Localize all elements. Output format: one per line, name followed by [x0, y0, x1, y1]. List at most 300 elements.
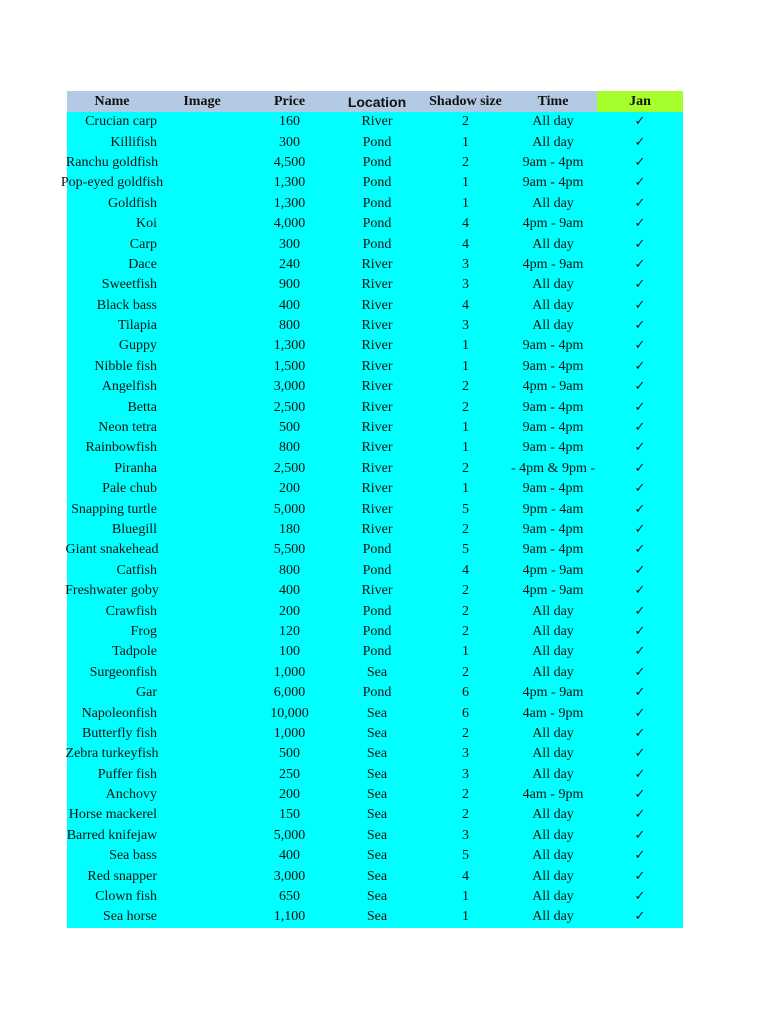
cell-jan-check[interactable]: ✓: [597, 479, 683, 499]
cell-shadow-size[interactable]: 1: [422, 173, 509, 193]
cell-image[interactable]: [157, 153, 247, 173]
cell-name[interactable]: [67, 132, 157, 152]
cell-time[interactable]: All day: [509, 846, 597, 866]
cell-image[interactable]: [157, 581, 247, 601]
cell-shadow-size[interactable]: 5: [422, 499, 509, 519]
cell-name[interactable]: [67, 479, 157, 499]
cell-price[interactable]: 500: [247, 744, 332, 764]
cell-shadow-size[interactable]: 1: [422, 438, 509, 458]
cell-image[interactable]: [157, 459, 247, 479]
cell-image[interactable]: [157, 418, 247, 438]
cell-name[interactable]: [67, 683, 157, 703]
cell-time[interactable]: - 4pm & 9pm -: [509, 459, 597, 479]
cell-time[interactable]: 4pm - 9am: [509, 561, 597, 581]
cell-image[interactable]: [157, 703, 247, 723]
cell-image[interactable]: [157, 540, 247, 560]
cell-price[interactable]: 120: [247, 622, 332, 642]
cell-shadow-size[interactable]: 4: [422, 866, 509, 886]
header-shadow-size[interactable]: Shadow size: [422, 91, 509, 112]
cell-jan-check[interactable]: ✓: [597, 703, 683, 723]
cell-location[interactable]: River: [332, 316, 422, 336]
cell-shadow-size[interactable]: 1: [422, 336, 509, 356]
cell-jan-check[interactable]: ✓: [597, 234, 683, 254]
cell-shadow-size[interactable]: 4: [422, 214, 509, 234]
cell-image[interactable]: [157, 805, 247, 825]
cell-image[interactable]: [157, 316, 247, 336]
cell-price[interactable]: 1,000: [247, 724, 332, 744]
cell-price[interactable]: 240: [247, 255, 332, 275]
cell-location[interactable]: Pond: [332, 561, 422, 581]
cell-time[interactable]: 9am - 4pm: [509, 540, 597, 560]
cell-name[interactable]: [67, 520, 157, 540]
cell-shadow-size[interactable]: 1: [422, 642, 509, 662]
header-jan[interactable]: Jan: [597, 91, 683, 112]
cell-jan-check[interactable]: ✓: [597, 683, 683, 703]
cell-jan-check[interactable]: ✓: [597, 499, 683, 519]
cell-name[interactable]: [60, 173, 164, 193]
cell-shadow-size[interactable]: 5: [422, 846, 509, 866]
cell-time[interactable]: 9am - 4pm: [509, 520, 597, 540]
cell-time[interactable]: All day: [509, 132, 597, 152]
cell-shadow-size[interactable]: 3: [422, 275, 509, 295]
cell-jan-check[interactable]: ✓: [597, 540, 683, 560]
cell-price[interactable]: 200: [247, 479, 332, 499]
cell-shadow-size[interactable]: 2: [422, 805, 509, 825]
cell-location[interactable]: River: [332, 275, 422, 295]
cell-jan-check[interactable]: ✓: [597, 377, 683, 397]
cell-price[interactable]: 400: [247, 581, 332, 601]
cell-name-text: Snapping turtle: [71, 501, 157, 517]
cell-price[interactable]: 300: [247, 234, 332, 254]
cell-name[interactable]: [67, 357, 157, 377]
cell-time[interactable]: 4pm - 9am: [509, 255, 597, 275]
cell-name[interactable]: [67, 397, 157, 417]
cell-jan-check[interactable]: ✓: [597, 214, 683, 234]
cell-location[interactable]: Sea: [332, 744, 422, 764]
cell-image[interactable]: [157, 520, 247, 540]
cell-location[interactable]: Pond: [332, 540, 422, 560]
cell-location[interactable]: Sea: [332, 805, 422, 825]
cell-location[interactable]: River: [332, 255, 422, 275]
cell-price[interactable]: 250: [247, 765, 332, 785]
cell-location[interactable]: River: [332, 418, 422, 438]
cell-image[interactable]: [157, 826, 247, 846]
cell-name[interactable]: [67, 540, 157, 560]
cell-name[interactable]: [67, 846, 157, 866]
cell-name[interactable]: [67, 826, 157, 846]
cell-name[interactable]: [67, 785, 157, 805]
cell-shadow-size[interactable]: 1: [422, 132, 509, 152]
cell-name-text: Frog: [130, 623, 157, 639]
cell-image[interactable]: [157, 194, 247, 214]
cell-image[interactable]: [157, 561, 247, 581]
cell-jan-check[interactable]: ✓: [597, 601, 683, 621]
cell-shadow-size[interactable]: 2: [422, 153, 509, 173]
cell-name[interactable]: [67, 336, 157, 356]
header-location[interactable]: Location: [332, 91, 422, 112]
cell-shadow-size[interactable]: 1: [422, 907, 509, 927]
cell-shadow-size[interactable]: 2: [422, 601, 509, 621]
cell-name-wrap: [67, 785, 157, 805]
cell-price[interactable]: 400: [247, 846, 332, 866]
cell-name[interactable]: [67, 194, 157, 214]
cell-image[interactable]: [157, 499, 247, 519]
cell-name[interactable]: [67, 275, 157, 295]
cell-price[interactable]: 3,000: [247, 377, 332, 397]
cell-shadow-size[interactable]: 4: [422, 234, 509, 254]
cell-location[interactable]: Pond: [332, 173, 422, 193]
cell-price[interactable]: 5,500: [247, 540, 332, 560]
cell-location[interactable]: River: [332, 459, 422, 479]
cell-name[interactable]: [67, 296, 157, 316]
cell-time[interactable]: 4pm - 9am: [509, 214, 597, 234]
cell-time[interactable]: All day: [509, 663, 597, 683]
cell-location[interactable]: Sea: [332, 663, 422, 683]
cell-price[interactable]: 180: [247, 520, 332, 540]
cell-shadow-size[interactable]: 1: [422, 418, 509, 438]
cell-location[interactable]: Sea: [332, 785, 422, 805]
cell-jan-check[interactable]: ✓: [597, 255, 683, 275]
cell-location[interactable]: Sea: [332, 866, 422, 886]
cell-price[interactable]: 900: [247, 275, 332, 295]
cell-price[interactable]: 500: [247, 418, 332, 438]
cell-name[interactable]: [67, 744, 157, 764]
cell-jan-check[interactable]: ✓: [597, 724, 683, 744]
cell-price[interactable]: 400: [247, 296, 332, 316]
cell-price[interactable]: 5,000: [247, 826, 332, 846]
cell-location[interactable]: River: [332, 397, 422, 417]
cell-price[interactable]: 1,300: [247, 173, 332, 193]
cell-name[interactable]: [67, 459, 157, 479]
cell-shadow-size[interactable]: 3: [422, 744, 509, 764]
cell-name-wrap: [67, 907, 157, 927]
cell-time[interactable]: All day: [509, 866, 597, 886]
cell-location[interactable]: Sea: [332, 765, 422, 785]
cell-image[interactable]: [157, 642, 247, 662]
cell-jan-check[interactable]: ✓: [597, 826, 683, 846]
cell-shadow-size[interactable]: 3: [422, 316, 509, 336]
cell-shadow-size[interactable]: 6: [422, 703, 509, 723]
cell-shadow-size[interactable]: 1: [422, 887, 509, 907]
cell-name-wrap: [67, 275, 157, 295]
cell-image[interactable]: [157, 173, 247, 193]
cell-time[interactable]: 9am - 4pm: [509, 336, 597, 356]
cell-price[interactable]: 100: [247, 642, 332, 662]
cell-time[interactable]: 9am - 4pm: [509, 153, 597, 173]
cell-jan-check[interactable]: ✓: [597, 418, 683, 438]
cell-time[interactable]: All day: [509, 724, 597, 744]
cell-name[interactable]: [67, 499, 157, 519]
cell-name[interactable]: [67, 601, 157, 621]
cell-name-text: Clown fish: [95, 889, 157, 905]
cell-name[interactable]: [67, 663, 157, 683]
cell-jan-check[interactable]: ✓: [597, 397, 683, 417]
cell-image[interactable]: [157, 887, 247, 907]
cell-jan-check[interactable]: ✓: [597, 275, 683, 295]
cell-jan-check[interactable]: ✓: [597, 785, 683, 805]
cell-name[interactable]: [67, 438, 157, 458]
cell-time[interactable]: 9am - 4pm: [509, 479, 597, 499]
cell-time[interactable]: 4pm - 9am: [509, 683, 597, 703]
cell-name[interactable]: [67, 622, 157, 642]
cell-price[interactable]: 4,500: [247, 153, 332, 173]
cell-time[interactable]: All day: [509, 765, 597, 785]
cell-jan-check[interactable]: ✓: [597, 907, 683, 927]
cell-name[interactable]: [67, 907, 157, 927]
cell-image[interactable]: [157, 214, 247, 234]
cell-jan-check[interactable]: ✓: [597, 173, 683, 193]
cell-price[interactable]: 150: [247, 805, 332, 825]
cell-location[interactable]: Sea: [332, 826, 422, 846]
cell-image[interactable]: [157, 724, 247, 744]
cell-name-wrap: [67, 438, 157, 458]
cell-price[interactable]: 5,000: [247, 499, 332, 519]
cell-name[interactable]: [67, 703, 157, 723]
cell-location[interactable]: Pond: [332, 153, 422, 173]
header-name[interactable]: Name: [67, 91, 157, 112]
cell-time[interactable]: 4am - 9pm: [509, 703, 597, 723]
cell-name[interactable]: [67, 724, 157, 744]
cell-price[interactable]: 1,500: [247, 357, 332, 377]
cell-jan-check[interactable]: ✓: [597, 581, 683, 601]
cell-location[interactable]: River: [332, 520, 422, 540]
cell-time[interactable]: All day: [509, 887, 597, 907]
cell-location[interactable]: River: [332, 499, 422, 519]
cell-name-text: Piranha: [114, 460, 157, 476]
cell-location[interactable]: Pond: [332, 601, 422, 621]
cell-jan-check[interactable]: ✓: [597, 459, 683, 479]
cell-location[interactable]: River: [332, 377, 422, 397]
cell-price[interactable]: 1,300: [247, 194, 332, 214]
cell-shadow-size[interactable]: 1: [422, 194, 509, 214]
cell-location[interactable]: River: [332, 357, 422, 377]
cell-image[interactable]: [157, 397, 247, 417]
cell-image[interactable]: [157, 907, 247, 927]
cell-shadow-size[interactable]: 2: [422, 785, 509, 805]
cell-location[interactable]: River: [332, 296, 422, 316]
cell-price[interactable]: 4,000: [247, 214, 332, 234]
cell-time[interactable]: All day: [509, 907, 597, 927]
cell-price[interactable]: 6,000: [247, 683, 332, 703]
cell-time[interactable]: All day: [509, 112, 597, 132]
cell-image[interactable]: [157, 357, 247, 377]
cell-shadow-size[interactable]: 5: [422, 540, 509, 560]
cell-time[interactable]: 9pm - 4am: [509, 499, 597, 519]
cell-image[interactable]: [157, 765, 247, 785]
cell-price[interactable]: 800: [247, 438, 332, 458]
cell-location[interactable]: Pond: [332, 622, 422, 642]
cell-location[interactable]: Pond: [332, 214, 422, 234]
cell-shadow-size[interactable]: 2: [422, 397, 509, 417]
cell-price[interactable]: 10,000: [247, 703, 332, 723]
cell-shadow-size[interactable]: 6: [422, 683, 509, 703]
cell-image[interactable]: [157, 438, 247, 458]
cell-time[interactable]: All day: [509, 826, 597, 846]
cell-price[interactable]: 2,500: [247, 459, 332, 479]
cell-time[interactable]: All day: [509, 296, 597, 316]
cell-jan-check[interactable]: ✓: [597, 112, 683, 132]
cell-name[interactable]: [67, 255, 157, 275]
cell-jan-check[interactable]: ✓: [597, 887, 683, 907]
cell-shadow-size[interactable]: 3: [422, 255, 509, 275]
cell-time[interactable]: 9am - 4pm: [509, 357, 597, 377]
cell-name[interactable]: [67, 642, 157, 662]
cell-name[interactable]: [67, 112, 157, 132]
cell-time[interactable]: All day: [509, 601, 597, 621]
cell-name-text: Bluegill: [111, 522, 157, 537]
cell-time[interactable]: 9am - 4pm: [509, 418, 597, 438]
cell-price[interactable]: 800: [247, 561, 332, 581]
header-image[interactable]: Image: [157, 91, 247, 112]
cell-shadow-size[interactable]: 2: [422, 459, 509, 479]
cell-location[interactable]: Sea: [332, 724, 422, 744]
cell-jan-check[interactable]: ✓: [597, 846, 683, 866]
cell-name[interactable]: [67, 887, 157, 907]
cell-image[interactable]: [157, 234, 247, 254]
cell-image[interactable]: [157, 663, 247, 683]
cell-time[interactable]: All day: [509, 316, 597, 336]
cell-time[interactable]: 9am - 4pm: [509, 438, 597, 458]
cell-location[interactable]: Pond: [332, 642, 422, 662]
cell-location[interactable]: River: [332, 581, 422, 601]
cell-name[interactable]: [67, 866, 157, 886]
cell-shadow-size[interactable]: 2: [422, 581, 509, 601]
cell-jan-check[interactable]: ✓: [597, 622, 683, 642]
cell-price[interactable]: 1,000: [247, 663, 332, 683]
cell-jan-check[interactable]: ✓: [597, 765, 683, 785]
cell-price[interactable]: 300: [247, 132, 332, 152]
cell-location[interactable]: River: [332, 112, 422, 132]
cell-image[interactable]: [157, 377, 247, 397]
header-price[interactable]: Price: [247, 91, 332, 112]
cell-time[interactable]: All day: [509, 194, 597, 214]
cell-time[interactable]: All day: [509, 805, 597, 825]
cell-price[interactable]: 200: [247, 785, 332, 805]
cell-location[interactable]: River: [332, 479, 422, 499]
cell-jan-check[interactable]: ✓: [597, 296, 683, 316]
cell-location[interactable]: Sea: [332, 887, 422, 907]
cell-location[interactable]: Pond: [332, 194, 422, 214]
cell-jan-check[interactable]: ✓: [597, 438, 683, 458]
cell-shadow-size[interactable]: 2: [422, 377, 509, 397]
cell-image[interactable]: [157, 112, 247, 132]
cell-image[interactable]: [157, 622, 247, 642]
cell-image[interactable]: [157, 785, 247, 805]
cell-price[interactable]: 650: [247, 887, 332, 907]
cell-shadow-size[interactable]: 2: [422, 622, 509, 642]
cell-image[interactable]: [157, 255, 247, 275]
cell-jan-check[interactable]: ✓: [597, 336, 683, 356]
cell-name[interactable]: [67, 214, 157, 234]
cell-location[interactable]: River: [332, 336, 422, 356]
cell-price[interactable]: 200: [247, 601, 332, 621]
cell-shadow-size[interactable]: 1: [422, 479, 509, 499]
cell-shadow-size[interactable]: 2: [422, 663, 509, 683]
cell-image[interactable]: [157, 479, 247, 499]
cell-time[interactable]: 4pm - 9am: [509, 377, 597, 397]
cell-jan-check[interactable]: ✓: [597, 866, 683, 886]
cell-image[interactable]: [157, 336, 247, 356]
cell-image[interactable]: [157, 744, 247, 764]
cell-shadow-size[interactable]: 2: [422, 520, 509, 540]
cell-jan-check[interactable]: ✓: [597, 642, 683, 662]
cell-name[interactable]: [67, 153, 157, 173]
cell-time[interactable]: 9am - 4pm: [509, 173, 597, 193]
cell-image[interactable]: [157, 683, 247, 703]
cell-price[interactable]: 3,000: [247, 866, 332, 886]
cell-price[interactable]: 1,100: [247, 907, 332, 927]
cell-image[interactable]: [157, 866, 247, 886]
cell-shadow-size[interactable]: 4: [422, 561, 509, 581]
cell-name[interactable]: [67, 377, 157, 397]
cell-shadow-size[interactable]: 2: [422, 724, 509, 744]
cell-jan-check[interactable]: ✓: [597, 357, 683, 377]
cell-location[interactable]: Sea: [332, 846, 422, 866]
cell-shadow-size[interactable]: 2: [422, 112, 509, 132]
cell-time[interactable]: All day: [509, 234, 597, 254]
cell-time[interactable]: 9am - 4pm: [509, 397, 597, 417]
cell-image[interactable]: [157, 296, 247, 316]
cell-jan-check[interactable]: ✓: [597, 744, 683, 764]
cell-jan-check[interactable]: ✓: [597, 663, 683, 683]
cell-name[interactable]: [67, 561, 157, 581]
cell-jan-check[interactable]: ✓: [597, 561, 683, 581]
cell-name[interactable]: [67, 234, 157, 254]
cell-shadow-size[interactable]: 3: [422, 826, 509, 846]
cell-price[interactable]: 1,300: [247, 336, 332, 356]
cell-image[interactable]: [157, 132, 247, 152]
cell-jan-check[interactable]: ✓: [597, 520, 683, 540]
cell-jan-check[interactable]: ✓: [597, 194, 683, 214]
cell-name[interactable]: [67, 765, 157, 785]
cell-name-wrap: [67, 214, 157, 234]
cell-image[interactable]: [157, 275, 247, 295]
cell-name[interactable]: [67, 805, 157, 825]
cell-location[interactable]: Pond: [332, 132, 422, 152]
cell-time[interactable]: 4pm - 9am: [509, 581, 597, 601]
cell-location[interactable]: Sea: [332, 907, 422, 927]
cell-price[interactable]: 800: [247, 316, 332, 336]
cell-name[interactable]: [67, 418, 157, 438]
cell-image[interactable]: [157, 601, 247, 621]
cell-jan-check[interactable]: ✓: [597, 805, 683, 825]
cell-image[interactable]: [157, 846, 247, 866]
cell-time[interactable]: All day: [509, 275, 597, 295]
cell-time[interactable]: All day: [509, 642, 597, 662]
table-row: [67, 785, 683, 805]
cell-shadow-size[interactable]: 1: [422, 357, 509, 377]
cell-shadow-size[interactable]: 4: [422, 296, 509, 316]
cell-time[interactable]: All day: [509, 622, 597, 642]
cell-location[interactable]: Pond: [332, 234, 422, 254]
cell-price[interactable]: 2,500: [247, 397, 332, 417]
cell-name[interactable]: [67, 581, 157, 601]
cell-jan-check[interactable]: ✓: [597, 132, 683, 152]
cell-shadow-size[interactable]: 3: [422, 765, 509, 785]
cell-jan-check[interactable]: ✓: [597, 153, 683, 173]
cell-location[interactable]: Sea: [332, 703, 422, 723]
cell-location[interactable]: River: [332, 438, 422, 458]
cell-name[interactable]: [67, 316, 157, 336]
cell-price[interactable]: 160: [247, 112, 332, 132]
cell-time[interactable]: All day: [509, 744, 597, 764]
cell-name-text: Giant snakehead: [65, 542, 159, 558]
table-row: [67, 418, 683, 438]
cell-jan-check[interactable]: ✓: [597, 316, 683, 336]
header-time[interactable]: Time: [509, 91, 597, 112]
cell-time[interactable]: 4am - 9pm: [509, 785, 597, 805]
cell-location[interactable]: Pond: [332, 683, 422, 703]
